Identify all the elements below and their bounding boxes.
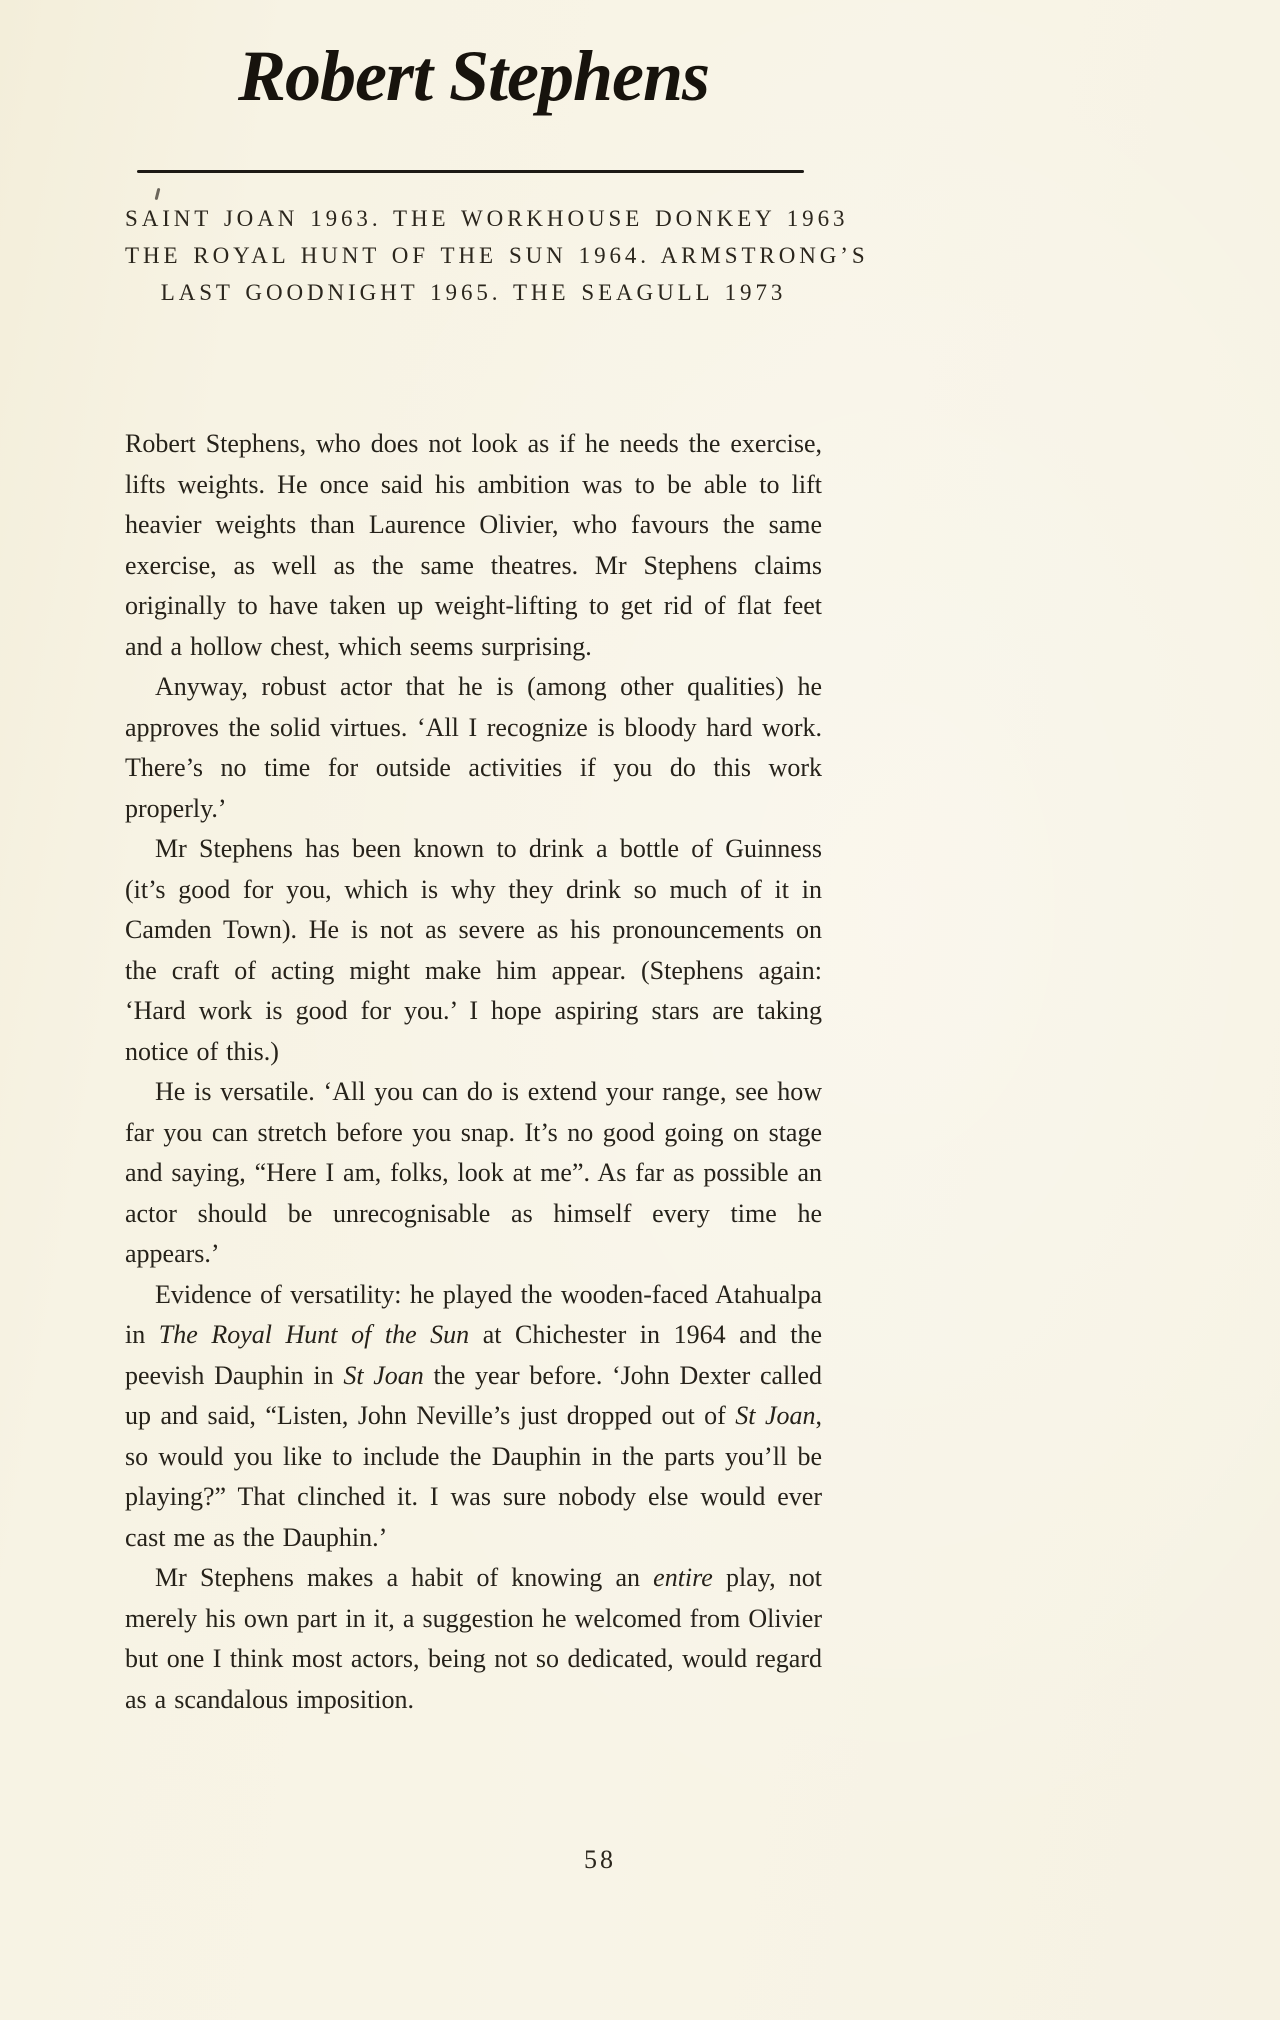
italic-text: St Joan [735, 1401, 816, 1430]
body-text-segment: Evidence of versatility: he played the wooden-faced Atahualpa in [125, 1279, 822, 1349]
page-number: 58 [584, 1845, 616, 1874]
production-credits [125, 200, 869, 311]
italic-text: St Joan [343, 1360, 424, 1390]
credit-line: SAINT JOAN 1963. THE WORKHOUSE DONKEY 1963 [125, 206, 849, 231]
body-text-segment: Anyway, robust actor that he is (among other qualities) he approves the solid virtues. ‘All I recognize is bloody hard work. There’s no time for outside activities if you do this work properly.’ [125, 672, 822, 823]
credit-line: THE ROYAL HUNT OF THE SUN 1964. ARMSTRONG’S [125, 243, 869, 268]
paragraph [125, 1072, 822, 1275]
body-text-segment: at Chichester in 1964 and the peevish Dauphin in [125, 1320, 822, 1390]
page-title: Robert Stephens [237, 36, 710, 116]
body-text-segment: He is versatile. ‘All you can do is extend your range, see how far you can stretch before you snap. It’s no good going on stage and saying, “Here I am, folks, look at me”. As far as possible an actor should be unrecognisable as himself every time he appears.’ [125, 1077, 822, 1268]
body-text-segment: Mr Stephens has been known to drink a bottle of Guinness (it’s good for you, which is why they drink so much of it in Camden Town). He is not as severe as his pronouncements on the craft of acting might make him appear. (Stephens again: ‘Hard work is good for you.’ I hope aspiring stars are taking notice of this.) [125, 834, 822, 1066]
italic-text: entire [653, 1563, 713, 1592]
italic-text: The Royal Hunt of the Sun [158, 1320, 470, 1349]
credit-line: LAST GOODNIGHT 1965. THE SEAGULL 1973 [160, 280, 787, 305]
stray-ink-mark [155, 188, 161, 200]
body-text-segment: Robert Stephens, who does not look as if he needs the exercise, lifts weights. He once said his ambition was to be able to lift heavier weights than Laurence Olivier, who favours the same exercise, as well as the same theatres. Mr Stephens claims originally to have taken up weight-lifting to get rid of flat feet and a hollow chest, which seems surprising. [125, 429, 822, 661]
paragraph [125, 829, 822, 1072]
paragraph [125, 1275, 822, 1559]
paragraph [125, 424, 822, 667]
paragraph [125, 1558, 822, 1720]
title-rule [137, 170, 804, 173]
article-body [125, 424, 822, 1720]
body-text-segment: play, not merely his own part in it, a suggestion he welcomed from Olivier but one I think most actors, being not so dedicated, would regard as a scandalous imposition. [125, 1563, 822, 1714]
body-text-segment: the year before. ‘John Dexter called up and said, “Listen, John Neville’s just dropped out of [125, 1360, 823, 1430]
body-text-segment: , so would you like to include the Dauphin in the parts you’ll be playing?” That clinched it. I was sure nobody else would ever cast me as the Dauphin.’ [125, 1401, 822, 1552]
body-text-segment: Mr Stephens makes a habit of knowing an [155, 1563, 654, 1592]
paragraph [125, 667, 822, 829]
